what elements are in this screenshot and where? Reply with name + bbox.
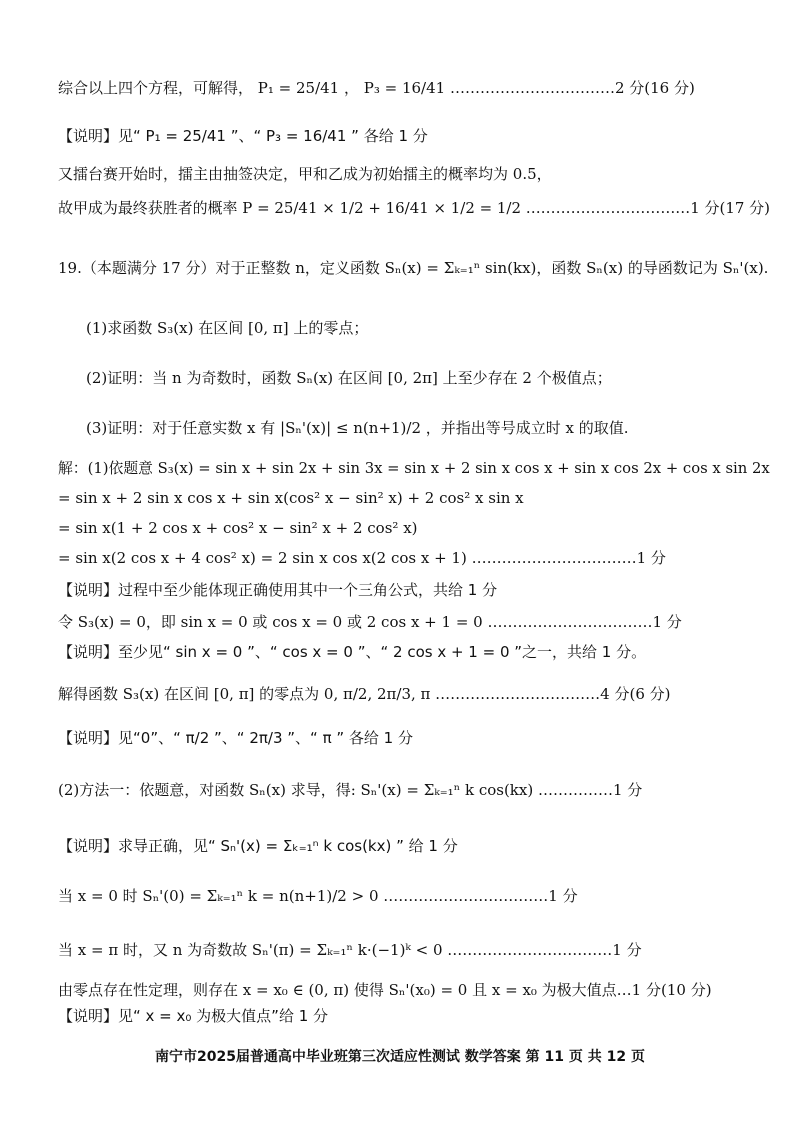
line-14-text: 令 S₃(x) = 0，即 sin x = 0 或 cos x = 0 或 2 cos x + 1 = 0 ……………………………1 分 [58,613,682,631]
subquestion-1 [86,318,770,338]
line-11-text: = sin x(1 + 2 cos x + cos² x − sin² x + 2 cos² x) [58,519,418,537]
line-17-text: 【说明】见“0”、“ π/2 ”、“ 2π/3 ”、“ π ” 各给 1 分 [58,729,413,747]
method-one-line [58,780,770,800]
line-6-text: (1)求函数 S₃(x) 在区间 [0, π] 上的零点； [86,319,369,337]
solution-line-2 [58,488,770,508]
line-16-text: 解得函数 S₃(x) 在区间 [0, π] 的零点为 0, π/2, 2π/3, π ……………………………4 分(6 分) [58,685,671,703]
note-zeros [58,728,770,748]
question-19-stem [58,258,770,278]
line-13-text: 【说明】过程中至少能体现正确使用其中一个三角公式，共给 1 分 [58,581,498,599]
page-footer: 南宁市2025届普通高中毕业班第三次适应性测试 数学答案 第 11 页 共 12 页 [154,1049,646,1065]
line-23-text: 【说明】见“ x = x₀ 为极大值点”给 1 分 [58,1007,329,1025]
solution-line-3 [58,518,770,538]
solution-line-ivt [58,980,770,1000]
line-5-text: 19.（本题满分 17 分）对于正整数 n，定义函数 Sₙ(x) = Σₖ₌₁ⁿ sin(kx)，函数 Sₙ(x) 的导函数记为 Sₙ'(x). [58,259,769,277]
line-15-text: 【说明】至少见“ sin x = 0 ”、“ cos x = 0 ”、“ 2 cos x + 1 = 0 ”之一，共给 1 分。 [58,643,647,661]
solution-line-xpi [58,940,770,960]
line-7-text: (2)证明：当 n 为奇数时，函数 Sₙ(x) 在区间 [0, 2π] 上至少存在 2 个极值点； [86,369,612,387]
line-22-text: 由零点存在性定理，则存在 x = x₀ ∈ (0, π) 使得 Sₙ'(x₀) = 0 且 x = x₀ 为极大值点…1 分(10 分) [58,981,712,999]
note-max-point [58,1006,770,1026]
solution-line-1 [58,458,770,478]
subquestion-2 [86,368,770,388]
note-zero-conditions [58,642,770,662]
line-19-text: 【说明】求导正确，见“ Sₙ'(x) = Σₖ₌₁ⁿ k cos(kx) ” 给 1 分 [58,837,458,855]
line-12-text: = sin x(2 cos x + 4 cos² x) = 2 sin x cos x(2 cos x + 1) ……………………………1 分 [58,549,666,567]
solution-line-4 [58,548,770,568]
line-4-text: 故甲成为最终获胜者的概率 P = 25/41 × 1/2 + 16/41 × 1/2 = 1/2 ……………………………1 分(17 分) [58,199,770,217]
note-derivative [58,836,770,856]
line-3 [58,164,770,184]
line-10-text: = sin x + 2 sin x cos x + sin x(cos² x − sin² x) + 2 cos² x sin x [58,489,524,507]
line-3-text: 又擂台赛开始时，擂主由抽签决定，甲和乙成为初始擂主的概率均为 0.5， [58,165,552,183]
line-1-text: 综合以上四个方程，可解得， P₁ = 25/41 ， P₃ = 16/41 ……………………………2 分(16 分) [58,79,695,97]
line-8-text: (3)证明：对于任意实数 x 有 |Sₙ'(x)| ≤ n(n+1)/2 ，并指出等号成立时 x 的取值. [86,419,629,437]
line-18-text: (2)方法一：依题意，对函数 Sₙ(x) 求导，得: Sₙ'(x) = Σₖ₌₁ⁿ k cos(kx) ……………1 分 [58,781,643,799]
note-trig-formula [58,580,770,600]
line-20-text: 当 x = 0 时 Sₙ'(0) = Σₖ₌₁ⁿ k = n(n+1)/2 > 0 ……………………………1 分 [58,887,578,905]
line-21-text: 当 x = π 时，又 n 为奇数故 Sₙ'(π) = Σₖ₌₁ⁿ k·(−1)ᵏ < 0 ……………………………1 分 [58,941,642,959]
solution-line-x0 [58,886,770,906]
solution-line-5 [58,612,770,632]
line-4 [58,198,770,218]
line-1 [58,78,770,98]
line-2-text: 【说明】见“ P₁ = 25/41 ”、“ P₃ = 16/41 ” 各给 1 分 [58,127,428,145]
subquestion-3 [86,418,770,438]
solution-line-6 [58,684,770,704]
line-9-text: 解：(1)依题意 S₃(x) = sin x + sin 2x + sin 3x = sin x + 2 sin x cos x + sin x cos 2x + cos x sin 2x [58,459,770,477]
line-2 [58,126,770,146]
